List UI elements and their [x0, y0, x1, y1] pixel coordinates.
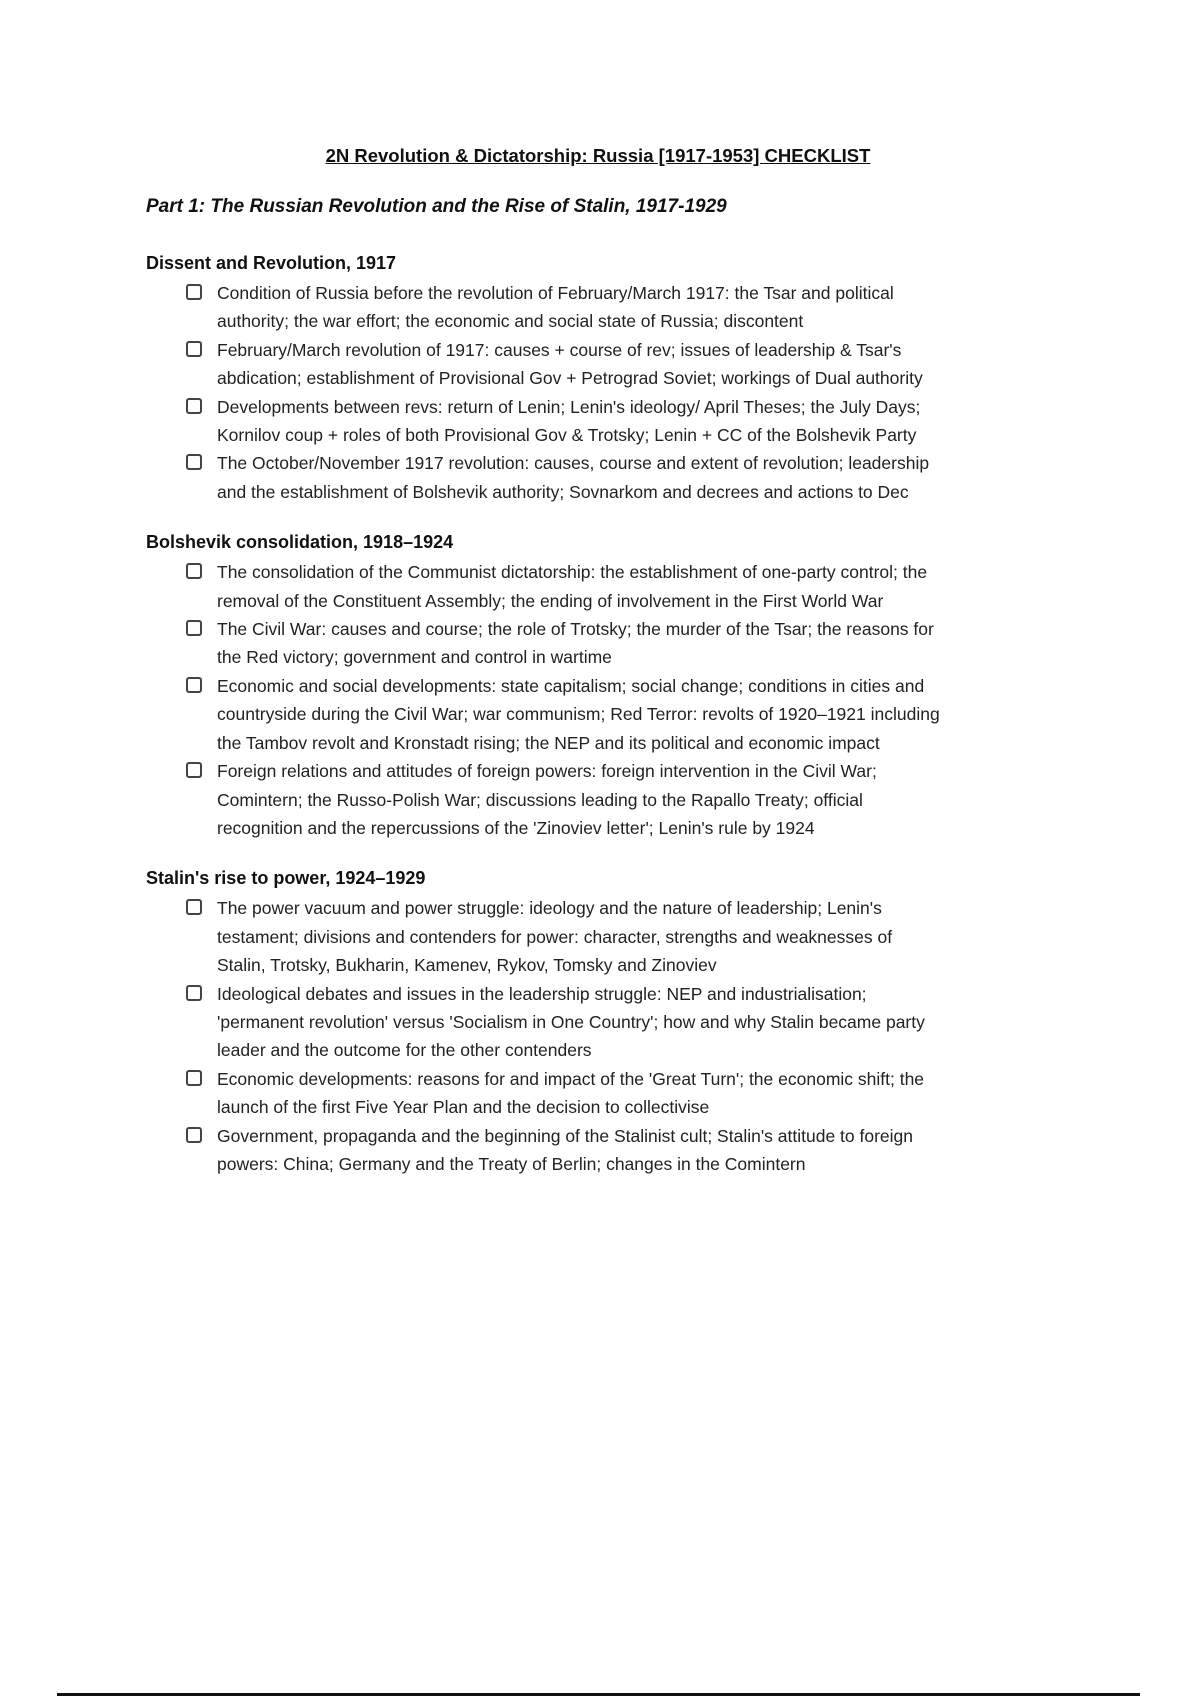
checkbox[interactable]: [186, 677, 202, 693]
part-title: Part 1: The Russian Revolution and the Rise of Stalin, 1917-1929: [146, 196, 727, 217]
checklist-item-text: the Tambov revolt and Kronstadt rising; the NEP and its political and economic impact: [217, 732, 880, 753]
page-bottom-rule: [57, 1693, 1140, 1696]
checklist-item-text: launch of the first Five Year Plan and the decision to collectivise: [217, 1097, 710, 1118]
checklist-item: [146, 757, 1086, 842]
checklist-item-text: Economic developments: reasons for and impact of the 'Great Turn'; the economic shift; the: [217, 1068, 925, 1089]
checklist-item-text: removal of the Constituent Assembly; the ending of involvement in the First World War: [217, 590, 884, 611]
checklist-item: [146, 980, 1086, 1065]
checkbox[interactable]: [186, 454, 202, 470]
checkbox[interactable]: [186, 620, 202, 636]
checklist-item-text: The October/November 1917 revolution: causes, course and extent of revolution; leadership: [217, 453, 930, 474]
checkbox[interactable]: [186, 284, 202, 300]
checklist-item-text: testament; divisions and contenders for power: character, strengths and weaknesses of: [217, 926, 893, 947]
checklist-item: [146, 1065, 1086, 1122]
checklist-item-text: Developments between revs: return of Lenin; Lenin's ideology/ April Theses; the July Days;: [217, 396, 921, 417]
checklist-section: [146, 864, 1086, 1178]
checklist-item-text: 'permanent revolution' versus 'Socialism in One Country'; how and why Stalin became party: [217, 1011, 925, 1032]
checklist-item: [146, 672, 1086, 757]
checklist-item-text: abdication; establishment of Provisional Gov + Petrograd Soviet; workings of Dual authority: [217, 368, 923, 389]
checklist-item-text: countryside during the Civil War; war communism; Red Terror: revolts of 1920–1921 including: [217, 704, 940, 725]
checklist-item-text: recognition and the repercussions of the 'Zinoviev letter'; Lenin's rule by 1924: [217, 817, 815, 838]
checkbox[interactable]: [186, 899, 202, 915]
checklist-item-text: Foreign relations and attitudes of foreign powers: foreign intervention in the Civil War;: [217, 761, 877, 782]
checklist-item-text: leader and the outcome for the other contenders: [217, 1040, 592, 1061]
checklist-item: [146, 894, 1086, 979]
checklist-item-text: Government, propaganda and the beginning of the Stalinist cult; Stalin's attitude to foreign: [217, 1125, 914, 1146]
checkbox[interactable]: [186, 398, 202, 414]
section-heading: Dissent and Revolution, 1917: [146, 253, 397, 273]
checklist-item-text: The Civil War: causes and course; the role of Trotsky; the murder of the Tsar; the reasons for: [217, 619, 934, 640]
checklist-item: [146, 615, 1086, 672]
checklist-item-text: Ideological debates and issues in the leadership struggle: NEP and industrialisation;: [217, 983, 867, 1004]
checklist-item-text: The consolidation of the Communist dictatorship: the establishment of one-party control; the: [217, 562, 928, 583]
checklist-item: [146, 558, 1086, 615]
checklist-item: [146, 449, 1086, 506]
checkbox[interactable]: [186, 1127, 202, 1143]
checklist-item: [146, 393, 1086, 450]
checklist-section: [146, 249, 1086, 506]
checklist-item-text: Kornilov coup + roles of both Provisional Gov & Trotsky; Lenin + CC of the Bolshevik Party: [217, 425, 917, 446]
checklist-item-text: Condition of Russia before the revolution of February/March 1917: the Tsar and political: [217, 283, 894, 303]
checklist-item-text: Stalin, Trotsky, Bukharin, Kamenev, Rykov, Tomsky and Zinoviev: [217, 955, 717, 976]
checklist-item: [146, 336, 1086, 393]
checklist-item-text: the Red victory; government and control in wartime: [217, 647, 612, 668]
checkbox[interactable]: [186, 1070, 202, 1086]
checklist-section: [146, 528, 1086, 842]
checklist-item: [146, 279, 1086, 336]
checklist: [146, 249, 1086, 1200]
checklist-item-text: Economic and social developments: state capitalism; social change; conditions in cities and: [217, 675, 925, 696]
checkbox[interactable]: [186, 563, 202, 579]
checklist-item-text: and the establishment of Bolshevik authority; Sovnarkom and decrees and actions to Dec: [217, 481, 909, 502]
checkbox[interactable]: [186, 341, 202, 357]
checklist-item-text: The power vacuum and power struggle: ideology and the nature of leadership; Lenin's: [217, 898, 882, 919]
checkbox[interactable]: [186, 985, 202, 1001]
document-title: 2N Revolution & Dictatorship: Russia [1917-1953] CHECKLIST: [325, 145, 871, 166]
checklist-item-text: authority; the war effort; the economic and social state of Russia; discontent: [217, 311, 804, 332]
checklist-item: [146, 1122, 1086, 1179]
section-heading: Bolshevik consolidation, 1918–1924: [146, 532, 454, 553]
checklist-item-text: Comintern; the Russo-Polish War; discussions leading to the Rapallo Treaty; official: [217, 789, 863, 810]
checkbox[interactable]: [186, 762, 202, 778]
checklist-item-text: February/March revolution of 1917: causes + course of rev; issues of leadership & Tsar's: [217, 339, 902, 360]
checklist-item-text: powers: China; Germany and the Treaty of Berlin; changes in the Comintern: [217, 1153, 806, 1174]
section-heading: Stalin's rise to power, 1924–1929: [146, 868, 426, 889]
